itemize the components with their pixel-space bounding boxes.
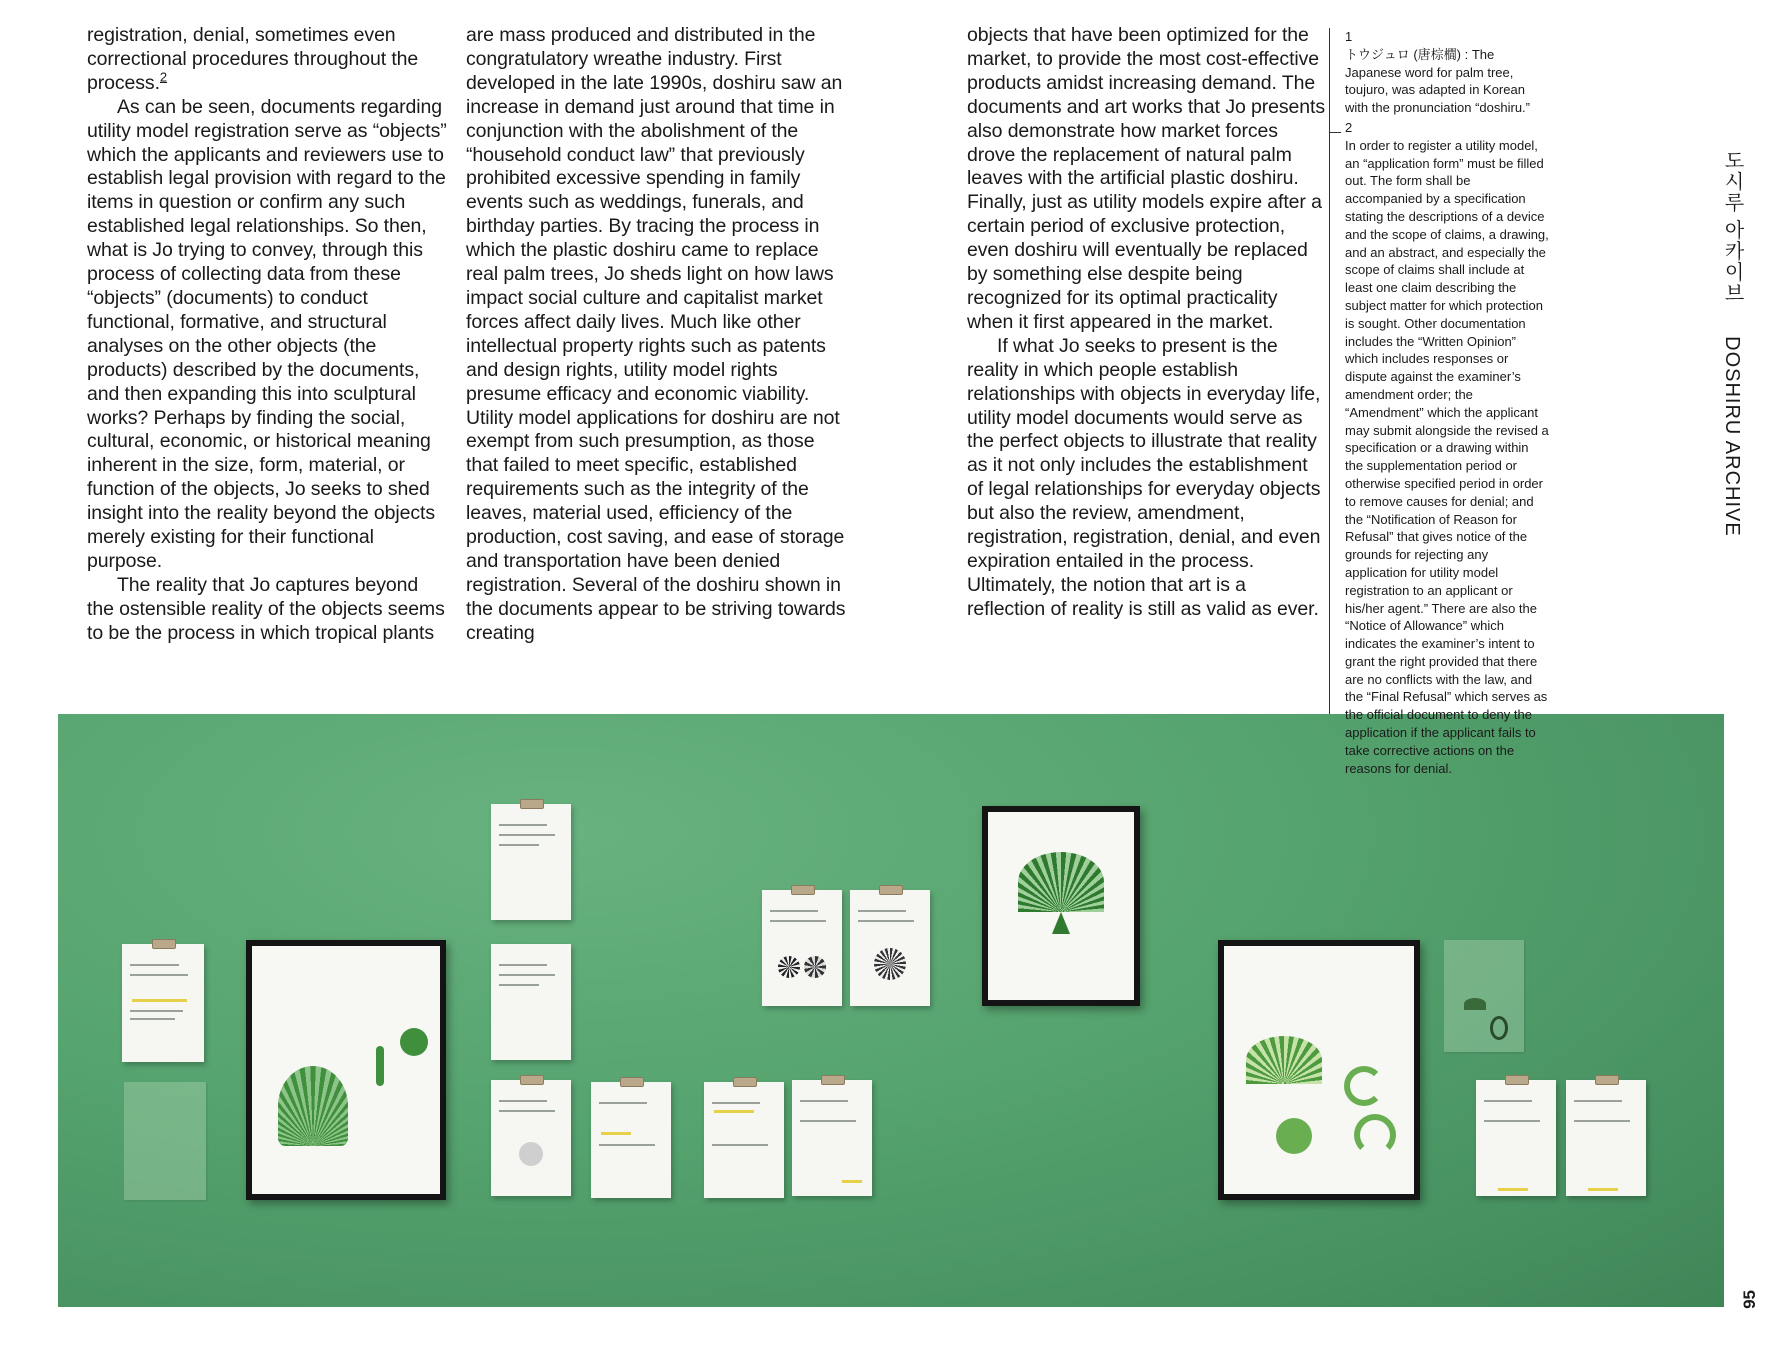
running-title-korean: 도시루 아카이브 — [1721, 150, 1743, 304]
document-sheet — [122, 944, 204, 1062]
document-sheet — [792, 1080, 872, 1196]
transparent-sheet — [1444, 940, 1524, 1052]
document-sheet — [491, 1080, 571, 1196]
paragraph: are mass produced and distributed in the congratulatory wreathe industry. First developed in the late 1990s, doshiru saw an increase in demand just around that time in conjunction with the abolishment of the “household conduct law” that previously prohibited excessive spending in family events such as weddings, funerals, and birthday parties. By tracing the process in which the plastic doshiru came to replace real palm trees, Jo sheds light on how laws impact social culture and capitalist market forces affect daily lives. Much like other intellectual property rights such as patents and design rights, utility model rights presume efficacy and economic viability. Utility model applications for doshiru are not exempt from such presumption, as those that failed to meet specific, established requirements such as the integrity of the leaves, material used, efficiency of the production, cost saving, and ease of storage and transportation have been denied registration. Several of the doshiru shown in the documents appear to be striving towards creating — [466, 24, 846, 644]
document-sheet — [762, 890, 842, 1006]
framed-artwork — [246, 940, 446, 1200]
document-sheet — [491, 804, 571, 920]
footnote-ref[interactable]: 2 — [159, 69, 168, 85]
paragraph: objects that have been optimized for the market, to provide the most cost-effective products amidst increasing demand. The documents and art works that Jo presents also demonstrate how market forces drove the replacement of natural palm leaves with the artificial plastic doshiru. Finally, just as utility models expire after a certain period of exclusive protection, even doshiru will eventually be replaced by something else despite being recognized for its optimal practicality when it first appeared in the market. — [967, 24, 1326, 333]
text-column-3 — [967, 24, 1327, 622]
footnote-rule-tick — [1329, 132, 1341, 133]
document-sheet — [1566, 1080, 1646, 1196]
paragraph: The reality that Jo captures beyond the ostensible reality of the objects seems to be the process in which tropical plants — [87, 573, 445, 644]
document-sheet — [850, 890, 930, 1006]
page-number: 95 — [1740, 1290, 1759, 1309]
running-title — [1718, 150, 1747, 537]
palm-fan-artwork — [1018, 852, 1104, 912]
document-sheet — [491, 944, 571, 1060]
text-column-1 — [87, 24, 447, 646]
paragraph: As can be seen, documents regarding utility model registration serve as “objects” which the applicants and reviewers use to establish legal provision with regard to the items in question or confirm any such established legal relationships. So then, what is Jo trying to convey, through this process of collecting data from these “objects” (documents) to conduct functional, formative, and structural analyses on the other objects (the products) described by the documents, and then expanding this into sculptural works? Perhaps by finding the social, cultural, economic, or historical meaning inherent in the size, form, material, or function of the objects, Jo seeks to shed insight into the reality beyond the objects merely existing for their functional purpose. — [87, 95, 447, 572]
footnote-text: トウジュロ (唐棕櫚) : The Japanese word for palm tree, toujuro, was adapted in Korean with the pronunciation “doshiru.” — [1345, 46, 1530, 116]
footnotes — [1345, 28, 1550, 779]
framed-artwork — [1218, 940, 1420, 1200]
framed-artwork — [982, 806, 1140, 1006]
paragraph: registration, denial, sometimes even correctional procedures throughout the process.$^2$ — [87, 24, 419, 94]
text-column-2 — [466, 24, 846, 646]
footnote-text: In order to register a utility model, an “application form” must be filled out. The form shall be accompanied by a specification stating the descriptions of a device and the scope of claims, a drawing, and an abstract, and especially the scope of claims shall include at least one claim describing the subject matter for which protection is sought. Other documentation includes the “Written Opinion” which includes responses or dispute against the examiner’s amendment order; the “Amendment” which the applicant may submit alongside the revised a specification or a drawing within the supplementation period or otherwise specified period in order to remove causes for denial; and the “Notification of Reason for Refusal” that gives notice of the grounds for rejecting any application for utility model registration to an applicant or his/her agent.” There are also the “Notice of Allowance” which indicates the examiner’s intent to grant the right provided that there are no conflicts with the law, and the “Final Refusal” which serves as the official document to deny the application if the applicant fails to take corrective actions on the reasons for denial. — [1345, 137, 1549, 776]
footnote-number: 1 — [1345, 29, 1353, 44]
binder-clip — [152, 939, 176, 949]
document-sheet — [591, 1082, 671, 1198]
transparent-sheet — [124, 1082, 206, 1200]
footnote-number: 2 — [1345, 119, 1353, 135]
running-title-english: DOSHIRU ARCHIVE — [1721, 336, 1743, 537]
document-sheet — [1476, 1080, 1556, 1196]
palm-leaf-drawing — [278, 1066, 348, 1146]
footnote-2 — [1345, 119, 1550, 777]
paragraph: If what Jo seeks to present is the reality in which people establish relationships with objects in everyday life, utility model documents would serve as the perfect objects to illustrate that reality as it not only includes the establishment of legal relationships for everyday objects but also the review, amendment, registration, registration, denial, and even expiration entailed in the process. Ultimately, the notion that art is a reflection of reality is still as valid as ever. — [967, 334, 1321, 620]
exhibition-photo — [58, 714, 1724, 1307]
document-sheet — [704, 1082, 784, 1198]
footnote-1 — [1345, 28, 1550, 117]
